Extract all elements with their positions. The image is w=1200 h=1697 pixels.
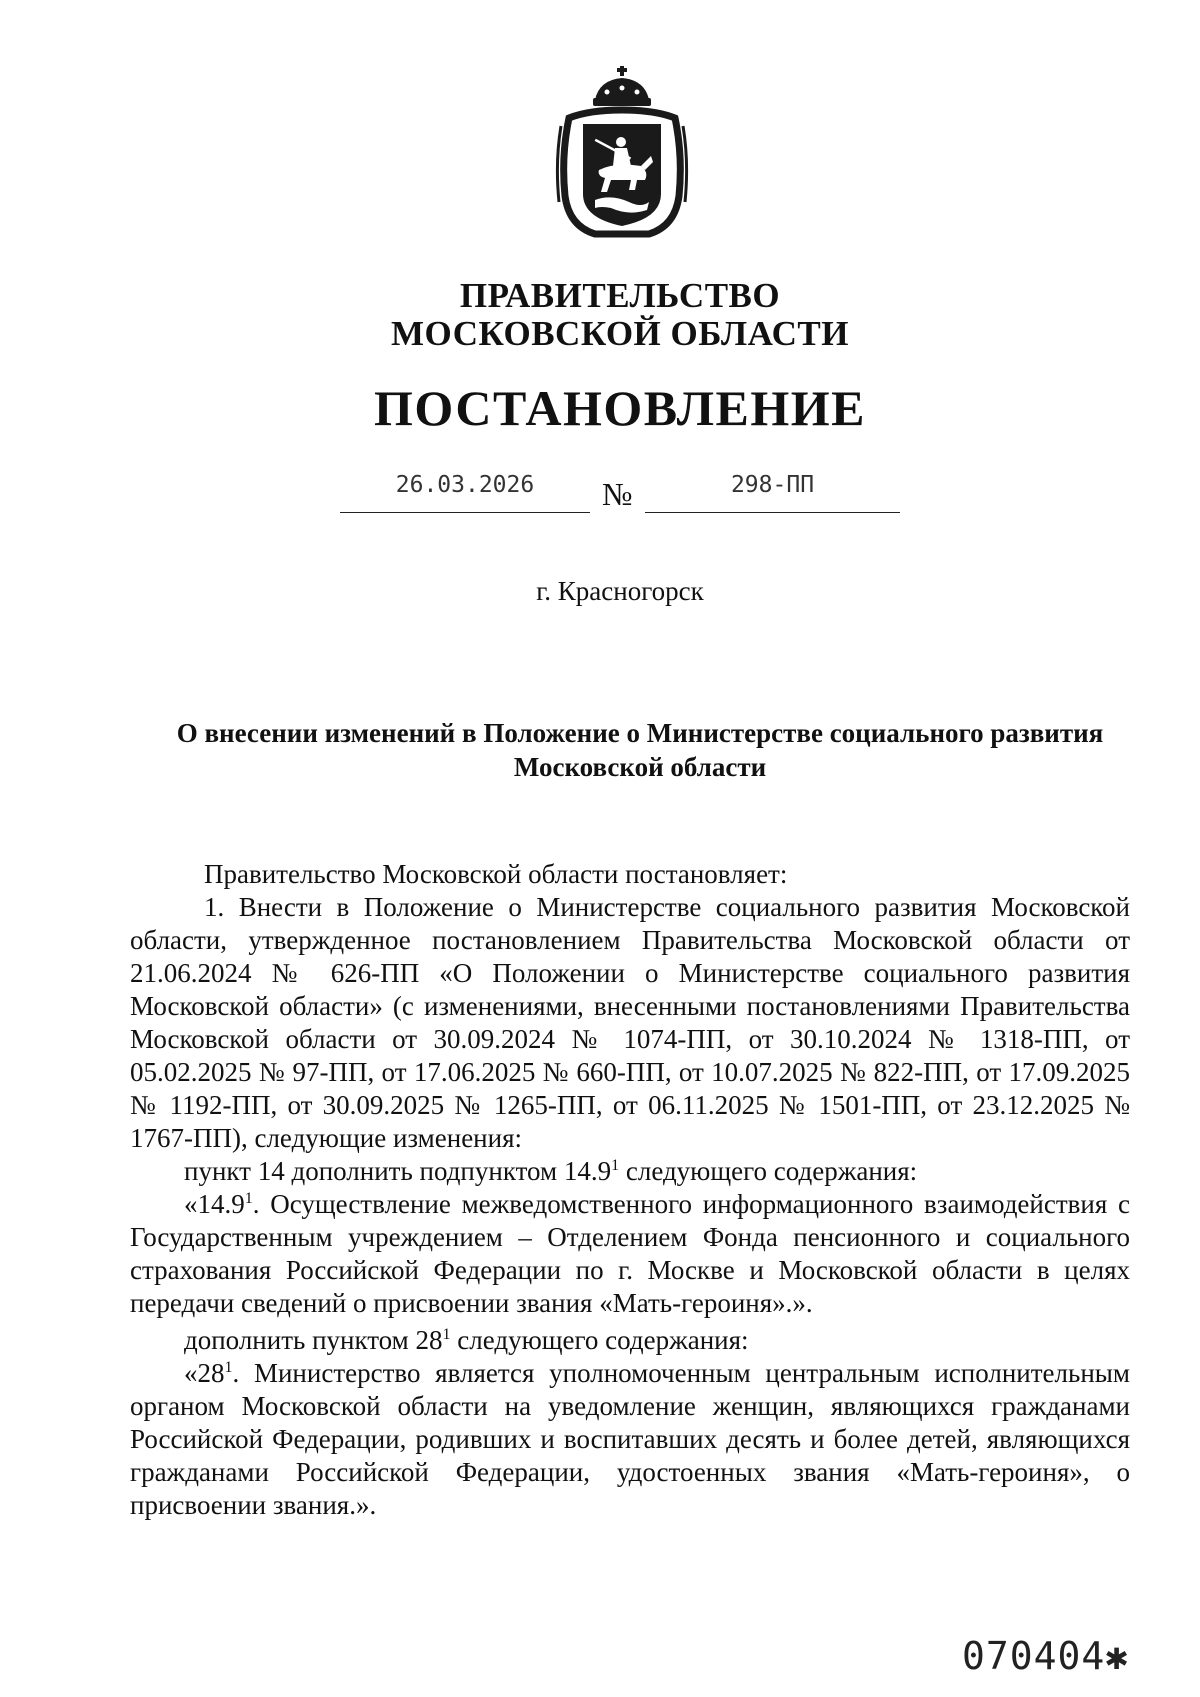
p4-text-before: дополнить пунктом 28 [184,1325,443,1355]
body-paragraph-3 [130,1188,1130,1320]
p4-superscript: 1 [442,1326,451,1343]
p4-text-after: следующего содержания: [450,1325,749,1355]
p2-text-before: пункт 14 дополнить подпунктом 14.9 [184,1156,612,1186]
p3-text-after: . Осуществление межведомственного информационного взаимодействия с Государственным учреждением – Отделением Фонда пенсионного и социального страхования Российской Федерации по г. Москве и Московской области в целях передачи сведений о присвоении звания «Мать-героиня».». [130,1189,1130,1318]
date-underline [340,512,590,513]
body-intro: Правительство Московской области постановляет: [204,859,788,889]
document-type-title: ПОСТАНОВЛЕНИЕ [374,380,866,436]
document-city: г. Красногорск [536,576,704,606]
asterisk-mark-icon: ✱ [1105,1634,1130,1678]
document-date: 26.03.2026 [395,472,535,498]
number-underline [645,512,900,513]
document-number: 298-ПП [730,472,815,498]
p3-text-before: «14.9 [184,1189,245,1219]
document-subject [150,716,1130,784]
p3-superscript: 1 [244,1190,253,1207]
p5-text-after: . Министерство является уполномоченным центральным исполнительным органом Московской области на уведомление женщин, являющихся гражданами Российской Федерации, родивших и воспитавших десять и более детей, являющихся гражданами Российской Федерации, удостоенных звания «Мать-героиня», о присвоении звания.». [130,1358,1130,1520]
body-paragraph-2 [130,1155,1130,1188]
subject-line-1: О внесении изменений в Положение о Министерстве социального развития [176,718,1104,748]
number-sign: № [602,476,633,512]
body-paragraph-1: 1. Внести в Положение о Министерстве социального развития Московской области, утвержденное постановлением Правительства Московской области от 21.06.2024 № 626-ПП «О Положении о Министерстве социального развития Московской области» (с изменениями, внесенными постановлениями Правительства Московской области от 30.09.2024 № 1074-ПП, от 30.10.2024 № 1318-ПП, от 05.02.2025 № 97-ПП, от 17.06.2025 № 660-ПП, от 10.07.2025 № 822-ПП, от 17.09.2025 № 1192-ПП, от 30.09.2025 № 1265-ПП, от 06.11.2025 № 1501-ПП, от 23.12.2025 № 1767-ПП), следующие изменения: [130,892,1130,1153]
body-paragraph-5 [130,1357,1130,1522]
subject-line-2: Московской области [513,752,767,782]
p2-superscript: 1 [611,1157,620,1174]
p2-text-after: следующего содержания: [619,1156,918,1186]
document-body [130,858,1130,1522]
serial-number: 070404 [962,1634,1106,1678]
p5-superscript: 1 [224,1359,233,1376]
organization-name-line-2: МОСКОВСКОЙ ОБЛАСТИ [391,314,849,353]
coat-of-arms-emblem [555,66,689,242]
serial-stamp [962,1634,1129,1678]
organization-name-line-1: ПРАВИТЕЛЬСТВО [459,276,781,315]
p5-text-before: «28 [184,1358,225,1388]
body-paragraph-4 [130,1324,1130,1357]
